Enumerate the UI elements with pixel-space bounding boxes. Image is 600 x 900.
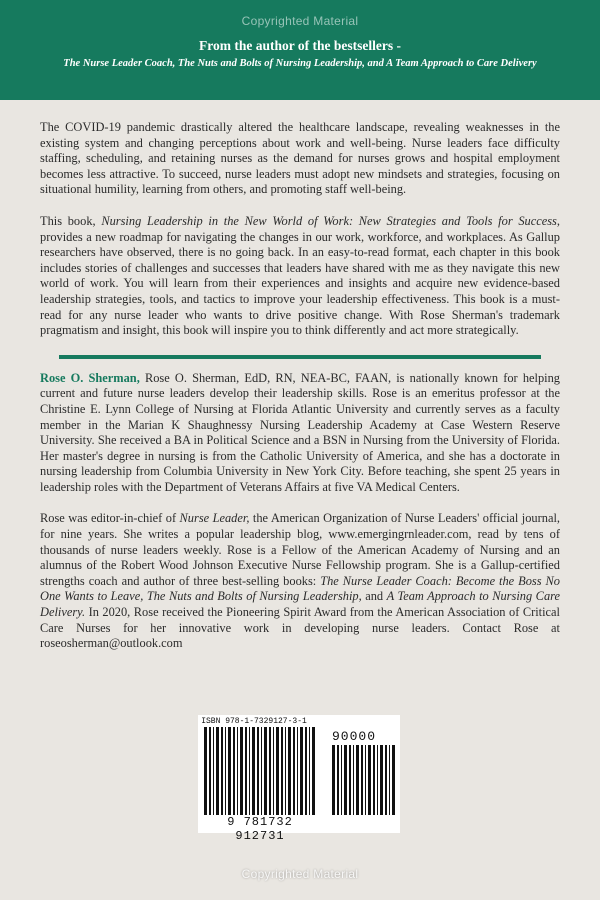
barcode-bar bbox=[373, 745, 375, 815]
watermark-bottom: Copyrighted Material bbox=[241, 867, 359, 881]
section-divider bbox=[59, 355, 541, 359]
author-editor-paragraph bbox=[40, 511, 560, 651]
barcode-bar bbox=[257, 727, 259, 815]
back-cover-text bbox=[40, 120, 560, 668]
barcode-bar bbox=[309, 727, 310, 815]
barcode-bar bbox=[261, 727, 262, 815]
barcode-bar bbox=[228, 727, 231, 815]
barcode-bar bbox=[380, 745, 383, 815]
barcode-bar bbox=[264, 727, 267, 815]
editor-text-3: and bbox=[361, 589, 387, 604]
barcode-bar bbox=[312, 727, 315, 815]
author-bio-paragraph bbox=[40, 371, 560, 496]
editor-text-2: the American Organization of Nurse Leaders' official journal, for nine years. She writes a popular leadership blog, www.emergingrnleader.com, read by tens of thousands of nurse leaders weekly. Rose is a Fellow of the American Academy of Nursing and an alumnus of the Robert Wood Johnson Executive Nurse Fellowship program. She is a Gallup-certified strengths coach and author of three best-selling books: bbox=[40, 511, 560, 588]
barcode-bar bbox=[269, 727, 271, 815]
header-tagline: From the author of the bestsellers - bbox=[199, 38, 401, 53]
barcode-bar bbox=[237, 727, 238, 815]
barcode-bar bbox=[233, 727, 235, 815]
barcode-bar bbox=[240, 727, 243, 815]
barcode-bar bbox=[361, 745, 363, 815]
header-banner bbox=[0, 0, 600, 100]
barcode-bar bbox=[249, 727, 250, 815]
book-title-team: A Team Approach to Nursing Care Delivery. bbox=[40, 589, 560, 620]
barcode-bar bbox=[368, 745, 371, 815]
barcode-bar bbox=[225, 727, 226, 815]
barcode-bar bbox=[389, 745, 390, 815]
barcode-bar bbox=[209, 727, 211, 815]
barcode-bar bbox=[305, 727, 307, 815]
isbn-label: ISBN 978-1-7329127-3-1 bbox=[201, 717, 307, 726]
journal-title: Nurse Leader, bbox=[179, 511, 250, 526]
book-title: Nursing Leadership in the New World of Work: New Strategies and Tools for Success bbox=[101, 213, 557, 228]
header-bestseller-titles: The Nurse Leader Coach, The Nuts and Bolts of Nursing Leadership, and A Team Approach to Care Delivery bbox=[63, 58, 537, 69]
book-description-text: , provides a new roadmap for navigating the changes in our work, workforce, and workplaces. As Gallup researchers have observed, there is no going back. In an easy-to-read format, each chapter in this book includes stories of challenges and successes that leaders have shared with me as they navigate this new world of work. You will learn from their experiences and insights and acquire new evidence-based leadership strategies, tools, and tactics to improve your leadership effectiveness. This book is a must-read for any nurse leader who wants to drive positive change. With Rose Sherman's trademark pragmatism and insight, this book will inspire you to think differently and act more strategically. bbox=[40, 213, 560, 338]
barcode-bar bbox=[216, 727, 219, 815]
barcode-bar bbox=[213, 727, 214, 815]
book-description-prefix: This book, bbox=[40, 213, 102, 228]
barcode-bar bbox=[204, 727, 207, 815]
barcode-bar bbox=[281, 727, 283, 815]
isbn-barcode bbox=[198, 715, 400, 843]
barcode-bar bbox=[285, 727, 286, 815]
intro-paragraph: The COVID-19 pandemic drastically altered the healthcare landscape, revealing weaknesses in the existing system and changing perceptions about work and well-being. Nurse leaders face difficulty staffing, scheduling, and retaining nurses as the demand for nurses grows and hospital employment becomes less attractive. To succeed, nurse leaders must adopt new mindsets and strategies, focusing on situational humility, learning from others, and promoting staff well-being. bbox=[40, 120, 560, 197]
barcode-bar bbox=[353, 745, 354, 815]
author-name: Rose O. Sherman, bbox=[40, 370, 140, 385]
barcode-bar bbox=[337, 745, 339, 815]
book-description-paragraph bbox=[40, 214, 560, 339]
editor-text-1: Rose was editor-in-chief of bbox=[40, 511, 180, 526]
isbn-digits: 9 781732 912731 bbox=[227, 815, 293, 843]
barcode-bar bbox=[221, 727, 223, 815]
barcode-bar bbox=[356, 745, 359, 815]
barcode-bar bbox=[377, 745, 378, 815]
barcode-bar bbox=[245, 727, 247, 815]
barcode-bar bbox=[365, 745, 366, 815]
barcode-bar bbox=[300, 727, 303, 815]
barcode-bar bbox=[297, 727, 298, 815]
barcode-bar bbox=[385, 745, 387, 815]
barcode-bar bbox=[288, 727, 291, 815]
barcode-bar bbox=[293, 727, 295, 815]
author-bio-text: Rose O. Sherman, EdD, RN, NEA-BC, FAAN, is nationally known for helping current and future nurse leaders develop their leadership skills. Rose is an emeritus professor at the Christine E. Lynn College of Nursing at Florida Atlantic University and currently serves as a faculty member in the Marian K Shaughnessy Nursing Leadership Academy at Case Western Reserve University. She received a BA in Political Science and a BSN in Nursing from the University of Florida. Her master's degree in nursing is from the Catholic University of America, and she has a doctorate in nursing leadership from Columbia University in New York City. Before teaching, she spent 25 years in leadership roles with the Department of Veterans Affairs at five VA Medical Centers. bbox=[40, 370, 560, 494]
barcode-bar bbox=[344, 745, 347, 815]
barcode-bar bbox=[341, 745, 342, 815]
barcode-bar bbox=[392, 745, 395, 815]
price-code: 90000 bbox=[332, 729, 377, 744]
book-titles: The Nurse Leader Coach: Become the Boss No One Wants to Leave, The Nuts and Bolts of Nursing Leadership, bbox=[40, 573, 560, 604]
watermark-top: Copyrighted Material bbox=[241, 14, 359, 28]
barcode-bar bbox=[332, 745, 335, 815]
barcode-bar bbox=[276, 727, 279, 815]
barcode-bar bbox=[349, 745, 351, 815]
barcode-bar bbox=[252, 727, 255, 815]
editor-text-4: In 2020, Rose received the Pioneering Spirit Award from the American Association of Critical Care Nurses for her innovative work in developing nurse leaders. Contact Rose at roseosherman@outlook.com bbox=[40, 605, 560, 651]
barcode-bar bbox=[273, 727, 274, 815]
